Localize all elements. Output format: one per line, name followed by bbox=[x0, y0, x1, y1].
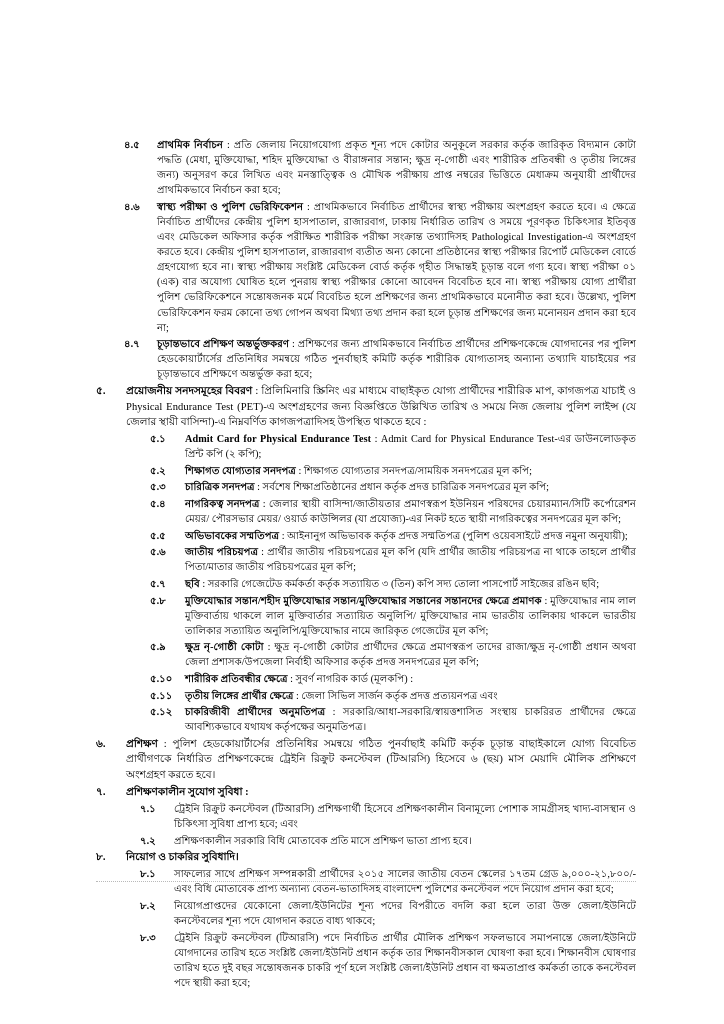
clause-5-2 bbox=[96, 464, 636, 479]
clause-text: : bbox=[371, 434, 381, 446]
clause-heading: প্রয়োজনীয় সনদসমূহের বিবরণ bbox=[126, 386, 253, 397]
clause-body bbox=[152, 138, 636, 198]
clause-number: ৮.৩ bbox=[140, 932, 156, 944]
clause-4-6 bbox=[96, 200, 636, 336]
clause-text: : শিক্ষাগত যোগ্যতার সনদপত্র/সাময়িক সনদপত্রের মূল কপি; bbox=[295, 465, 532, 477]
clause-5 bbox=[96, 384, 636, 431]
clause-text: : ক্ষুদ্র নৃ-গোষ্ঠী কোটার প্রার্থীদের ক্ষেত্রে প্রমাণস্বরূপ তাদের রাজা/ক্ষুদ্র নৃ-গোষ্ঠী প্রধান অথবা জেলা প্রশাসক/উপজেলা নির্বাহী অফিসার কর্তৃক প্রদত্ত সনদপত্রের মূল কপি; bbox=[185, 642, 636, 669]
clause-text: : প্রতি জেলায় নিয়োগযোগ্য প্রকৃত শূন্য পদে কোটার অনুকূলে সরকার কর্তৃক জারিকৃত বিদ্যমান কোটা পদ্ধতি (মেধা, মুক্তিযোদ্ধা, শহিদ মুক্তিযোদ্ধা ও বীরাঙ্গনার সন্তান; ক্ষুদ্র নৃ-গোষ্ঠী এবং শারীরিক প্রতিবন্ধী ও তৃতীয় লিঙ্গের জন্য) অনুসরণ করে লিখিত এবং মনস্তাত্ত্বিক ও মৌখিক পরীক্ষায় প্রাপ্ত নম্বরের ভিত্তিতে মেধাক্রম অনুযায়ী প্রার্থীদের প্রাথমিকভাবে নির্বাচন করা হবে; bbox=[157, 140, 636, 197]
clause-heading: নাগরিকত্ব সনদপত্র bbox=[185, 498, 260, 510]
clause-body bbox=[152, 337, 636, 382]
clause-5-1 bbox=[96, 432, 636, 462]
clause-text-continued: -এর ডাউনলোডকৃত প্রিন্ট কপি (২ কপি); bbox=[185, 434, 636, 461]
clause-latin-term: Pathological Investigation bbox=[471, 232, 583, 244]
clause-heading: অভিভাবকের সম্মতিপত্র bbox=[185, 530, 280, 542]
clause-body bbox=[180, 432, 636, 462]
clause-text: : মুক্তিযোদ্ধার নাম লাল মুক্তিবার্তায় থাকলে লাল মুক্তিবার্তার সত্যায়িত অনুলিপি/ মুক্তিযোদ্ধার নাম ভারতীয় তালিকায় থাকলে ভারতীয় তালিকার সত্যায়িত অনুলিপি/মুক্তিযোদ্ধার নামে জারিকৃত গেজেটের মূল কপি; bbox=[185, 595, 636, 637]
clause-text-continued: -এ অংশগ্রহণ করতে হবে। কেন্দ্রীয় পুলিশ হাসপাতাল, রাজারবাগ ব্যতীত অন্য কোনো প্রতিষ্ঠানের স্বাস্থ্য পরীক্ষার রিপোর্ট মেডিকেল বোর্ডে গ্রহণযোগ্য হবে না। স্বাস্থ্য পরীক্ষায় সংশ্লিষ্ট মেডিকেল বোর্ড কর্তৃক গৃহীত সিদ্ধান্তই চূড়ান্ত বলে গণ্য হবে। স্বাস্থ্য পরীক্ষা ০১ (এক) বার অযোগ্য ঘোষিত হলে পুনরায় স্বাস্থ্য পরীক্ষার কোনো আবেদন বিবেচিত হবে না। স্বাস্থ্য পরীক্ষায় যোগ্য প্রার্থীরা পুলিশ ভেরিফিকেশনে সন্তোষজনক মর্মে বিবেচিত হলে প্রশিক্ষণের জন্য প্রাথমিকভাবে মনোনীত করা হবে। উল্লেখ্য, পুলিশ ভেরিফিকেশন ফরম কোনো তথ্য গোপন অথবা মিথ্যা তথ্য প্রদান করা হলে চূড়ান্ত প্রশিক্ষণের জন্য মনোনয়ন প্রদান করা হবে না; bbox=[157, 232, 637, 334]
clause-number: ৭. bbox=[96, 786, 106, 798]
clause-text: : সর্বশেষ শিক্ষাপ্রতিষ্ঠানের প্রধান কর্তৃক প্রদত্ত চারিত্রিক সনদপত্রের মূল কপি; bbox=[254, 482, 550, 494]
clause-number: ৭.২ bbox=[140, 835, 156, 847]
clause-text: : সরকারি/আধা-সরকারি/স্বায়ত্তশাসিত সংস্থায় চাকরিরত প্রার্থীদের ক্ষেত্রে আবশ্যিকভাবে যথাযথ কর্তৃপক্ষের অনুমতিপত্র। bbox=[185, 707, 636, 734]
clause-heading: চারিত্রিক সনদপত্র bbox=[185, 482, 255, 494]
clause-5-5 bbox=[96, 529, 636, 544]
clause-number: ৬. bbox=[96, 738, 106, 750]
clause-body bbox=[180, 497, 636, 527]
clause-text: : সুবর্ণ নাগরিক কার্ড (মূলকপি) : bbox=[287, 674, 414, 685]
clause-heading: ক্ষুদ্র নৃ-গোষ্ঠী কোটা bbox=[185, 642, 264, 654]
clause-number: ৮. bbox=[96, 852, 106, 864]
clause-number: ৫.৮ bbox=[150, 595, 166, 607]
clause-heading: Admit Card for Physical Endurance Test bbox=[185, 434, 372, 446]
clause-number: ৫.১০ bbox=[150, 674, 173, 685]
clause-5-3 bbox=[96, 480, 636, 495]
clause-body bbox=[152, 200, 636, 336]
clause-body bbox=[180, 689, 636, 704]
clause-body bbox=[180, 705, 636, 735]
clause-5-8 bbox=[96, 594, 636, 639]
clause-8-2 bbox=[96, 899, 636, 929]
clause-text: : জেলার স্থায়ী বাসিন্দা/জাতীয়তার প্রমাণস্বরূপ ইউনিয়ন পরিষদের চেয়ারম্যান/সিটি কর্পোরেশন মেয়র/ পৌরসভার মেয়র/ ওয়ার্ড কাউন্সিলর (যা প্রযোজ্য)-এর নিকট হতে স্থায়ী নাগরিকত্বের সনদপত্রের মূল কপি; bbox=[185, 498, 636, 526]
clause-7 bbox=[96, 785, 636, 801]
clause-body bbox=[180, 480, 636, 495]
clause-heading: শারীরিক প্রতিবন্ধীর ক্ষেত্রে bbox=[185, 674, 288, 685]
clause-5-6 bbox=[96, 545, 636, 575]
clause-number: ৫. bbox=[96, 386, 106, 397]
clause-heading: ছবি bbox=[185, 578, 200, 590]
clause-number: ৫.১২ bbox=[150, 707, 173, 719]
clause-text-continued: -এ অংশগ্রহণের জন্য বিজ্ঞপ্তিতে উল্লিখিত তারিখ ও সময়ে নিজ জেলায় পুলিশ লাইন্স (যে জেলার স্থায়ী বাসিন্দা)-এ নিম্নবর্ণিত কাগজপত্রাদিসহ উপস্থিত থাকতে হবে : bbox=[126, 401, 636, 429]
clause-body: সাফল্যের সাথে প্রশিক্ষণ সম্পন্নকারী প্রার্থীদের ২০১৫ সালের জাতীয় বেতন স্কেলের ১৭তম গ্রেড ৯,০০০-২১,৮০০/- এবং বিধি মোতাবেক প্রাপ্য অন্যান্য বেতন-ভাতাদিসহ বাংলাদেশ পুলিশের কনস্টেবল পদে নিয়োগ প্রদান করা হবে; bbox=[174, 869, 636, 896]
clause-number: ৪.৫ bbox=[124, 140, 140, 151]
clause-body: নিয়োগপ্রাপ্তদের যেকোনো জেলা/ইউনিটের শূন্য পদের বিপরীতে বদলি করা হলে তারা উক্ত জেলা/ইউনিটে কনস্টেবলের শূন্য পদে যোগদান করতে বাধ্য থাকবে; bbox=[174, 901, 636, 928]
clause-body bbox=[122, 850, 636, 866]
clause-heading: প্রশিক্ষণকালীন সুযোগ সুবিধা : bbox=[126, 786, 249, 798]
clause-heading: তৃতীয় লিঙ্গের প্রার্থীর ক্ষেত্রে bbox=[185, 690, 294, 702]
clause-text: : জেলা সিভিল সার্জন কর্তৃক প্রদত্ত প্রত্যয়নপত্র এবং bbox=[293, 690, 498, 702]
clause-5-4 bbox=[96, 497, 636, 527]
clause-heading: চাকরিজীবী প্রার্থীদের অনুমতিপত্র bbox=[185, 707, 326, 719]
clause-text: : পুলিশ হেডকোয়ার্টার্সের প্রতিনিধির সমন্বয়ে গঠিত পুনর্বাছাই কমিটি কর্তৃক চূড়ান্ত বাছাইকালে যোগ্য বিবেচিত প্রার্থীগণকে নির্ধারিত প্রশিক্ষণকেন্দ্রে ট্রেইনি রিক্রুট কনস্টেবল (টিআরসি) হিসেবে ৬ (ছয়) মাস মেয়াদি মৌলিক প্রশিক্ষণে অংশগ্রহণ করতে হবে। bbox=[126, 738, 636, 781]
clause-7-1 bbox=[96, 802, 636, 832]
clause-7-2 bbox=[96, 834, 636, 849]
clause-body: ট্রেইনি রিক্রুট কনস্টেবল (টিআরসি) প্রশিক্ষণার্থী হিসেবে প্রশিক্ষণকালীন বিনামূল্যে পোশাক সামগ্রীসহ খাদ্য-বাসস্থান ও চিকিৎসা সুবিধা প্রাপ্য হবে; এবং bbox=[174, 804, 636, 831]
clause-heading: জাতীয় পরিচয়পত্র bbox=[185, 547, 259, 559]
clause-heading: স্বাস্থ্য পরীক্ষা ও পুলিশ ভেরিফিকেশন bbox=[157, 201, 304, 213]
clause-4-5 bbox=[96, 138, 636, 198]
clause-text: : প্রিলিমিনারি স্ক্রিনিং এর মাধ্যমে বাছাইকৃত যোগ্য প্রার্থীদের শারীরিক মাপ, কাগজপত্র যাচাই ও bbox=[252, 386, 636, 397]
clause-number: ৪.৬ bbox=[124, 201, 140, 213]
clause-body: প্রশিক্ষণকালীন সরকারি বিধি মোতাবেক প্রতি মাসে প্রশিক্ষণ ভাতা প্রাপ্য হবে। bbox=[174, 835, 472, 847]
clause-5-10 bbox=[96, 672, 636, 687]
clause-5-12 bbox=[96, 705, 636, 735]
clause-body bbox=[180, 640, 636, 670]
clause-5-7 bbox=[96, 577, 636, 592]
clause-8 bbox=[96, 850, 636, 866]
clause-body bbox=[180, 545, 636, 575]
document-content bbox=[96, 138, 636, 993]
clause-number: ৫.১ bbox=[150, 434, 166, 446]
clause-text: : সরকারি গেজেটেড কর্মকর্তা কর্তৃক সত্যায়িত ৩ (তিন) কপি সদ্য তোলা পাসপোর্ট সাইজের রঙিন ছবি; bbox=[199, 578, 600, 590]
clause-text: : প্রশিক্ষণের জন্য প্রাথমিকভাবে নির্বাচিত প্রার্থীদের প্রশিক্ষণকেন্দ্রে যোগদানের পর পুলিশ হেডকোয়ার্টার্সের প্রতিনিধির সমন্বয়ে গঠিত পুনর্বাছাই কমিটি কর্তৃক শারীরিক যোগ্যতাসহ অন্যান্য তথ্যাদি যাচাইয়ের পর চূড়ান্তভাবে প্রশিক্ষণে অন্তর্ভুক্ত করা হবে; bbox=[157, 339, 637, 381]
clause-latin-term: Admit Card for Physical Endurance Test bbox=[380, 434, 555, 446]
clause-number: ৫.৪ bbox=[150, 498, 166, 510]
clause-number: ৫.৭ bbox=[150, 578, 166, 590]
clause-body bbox=[180, 672, 636, 687]
clause-number: ৫.২ bbox=[150, 465, 166, 477]
clause-latin-term: Physical Endurance Test (PET) bbox=[126, 401, 264, 413]
clause-body bbox=[180, 464, 636, 479]
clause-number: ৫.৯ bbox=[150, 642, 166, 654]
clause-number: ৫.১১ bbox=[150, 690, 173, 702]
clause-8-3 bbox=[96, 931, 636, 991]
clause-number: ৫.৫ bbox=[150, 530, 166, 542]
footer-divider bbox=[96, 881, 636, 883]
clause-heading: চূড়ান্তভাবে প্রশিক্ষণ অন্তর্ভুক্তকরণ bbox=[157, 339, 290, 351]
clause-number: ৫.৩ bbox=[150, 482, 166, 494]
clause-body bbox=[180, 594, 636, 639]
clause-body bbox=[180, 529, 636, 544]
clause-5-11 bbox=[96, 689, 636, 704]
clause-4-7 bbox=[96, 337, 636, 382]
clause-number: ৮.২ bbox=[140, 901, 156, 912]
clause-number: ৮.১ bbox=[140, 869, 156, 881]
clause-body: ট্রেইনি রিক্রুট কনস্টেবল (টিআরসি) পদে নির্বাচিত প্রার্থীর মৌলিক প্রশিক্ষণ সফলভাবে সমাপনান্তে জেলা/ইউনিটে যোগদানের তারিখ হতে সংশ্লিষ্ট জেলা/ইউনিট প্রধান কর্তৃক তার শিক্ষানবীসকাল ঘোষণা করা হবে। শিক্ষানবীস ঘোষণার তারিখ হতে দুই বছর সন্তোষজনক চাকরি পূর্ণ হলে সংশ্লিষ্ট জেলা/ইউনিট প্রধান বা ক্ষমতাপ্রাপ্ত কর্মকর্তা তাকে কনস্টেবল পদে স্থায়ী করা হবে; bbox=[174, 932, 636, 989]
clause-text: : প্রাথমিকভাবে নির্বাচিত প্রার্থীদের স্বাস্থ্য পরীক্ষায় অংশগ্রহণ করতে হবে। এ ক্ষেত্রে নির্বাচিত প্রার্থীদের কেন্দ্রীয় পুলিশ হাসপাতাল, রাজারবাগ, ঢাকায় নির্ধারিত তারিখ ও সময়ে পূরণকৃত চিকিৎসার ইতিবৃত্ত এবং মেডিকেল অফিসার কর্তৃক পরীক্ষিত শারীরিক পরীক্ষা সংক্রান্ত তথ্যাদিসহ bbox=[157, 201, 636, 244]
clause-heading: শিক্ষাগত যোগ্যতার সনদপত্র bbox=[185, 465, 296, 477]
clause-number: ৭.১ bbox=[140, 804, 156, 815]
clause-body bbox=[180, 577, 636, 592]
clause-heading: প্রাথমিক নির্বাচন bbox=[157, 140, 224, 151]
clause-body bbox=[122, 384, 636, 431]
clause-body bbox=[122, 737, 636, 784]
clause-text: : প্রার্থীর জাতীয় পরিচয়পত্রের মূল কপি (যদি প্রার্থীর জাতীয় পরিচয়পত্র না থাকে তাহলে প্রার্থীর পিতা/মাতার জাতীয় পরিচয়পত্রের মূল কপি; bbox=[185, 547, 636, 574]
clause-number: ৪.৭ bbox=[124, 339, 140, 351]
clause-text: : আইনানুগ অভিভাবক কর্তৃক প্রদত্ত সম্মতিপত্র (পুলিশ ওয়েবসাইটে প্রদত্ত নমুনা অনুযায়ী); bbox=[279, 530, 628, 542]
clause-5-9 bbox=[96, 640, 636, 670]
clause-heading: নিয়োগ ও চাকরির সুবিধাদি। bbox=[126, 852, 239, 864]
clause-heading: প্রশিক্ষণ bbox=[126, 738, 158, 750]
clause-body bbox=[122, 785, 636, 801]
clause-heading: মুক্তিযোদ্ধার সন্তান/শহীদ মুক্তিযোদ্ধার সন্তান/মুক্তিযোদ্ধার সন্তানের সন্তানদের ক্ষেত্রে প্রমাণক bbox=[185, 595, 542, 607]
clause-number: ৫.৬ bbox=[150, 547, 166, 559]
clause-6 bbox=[96, 737, 636, 784]
